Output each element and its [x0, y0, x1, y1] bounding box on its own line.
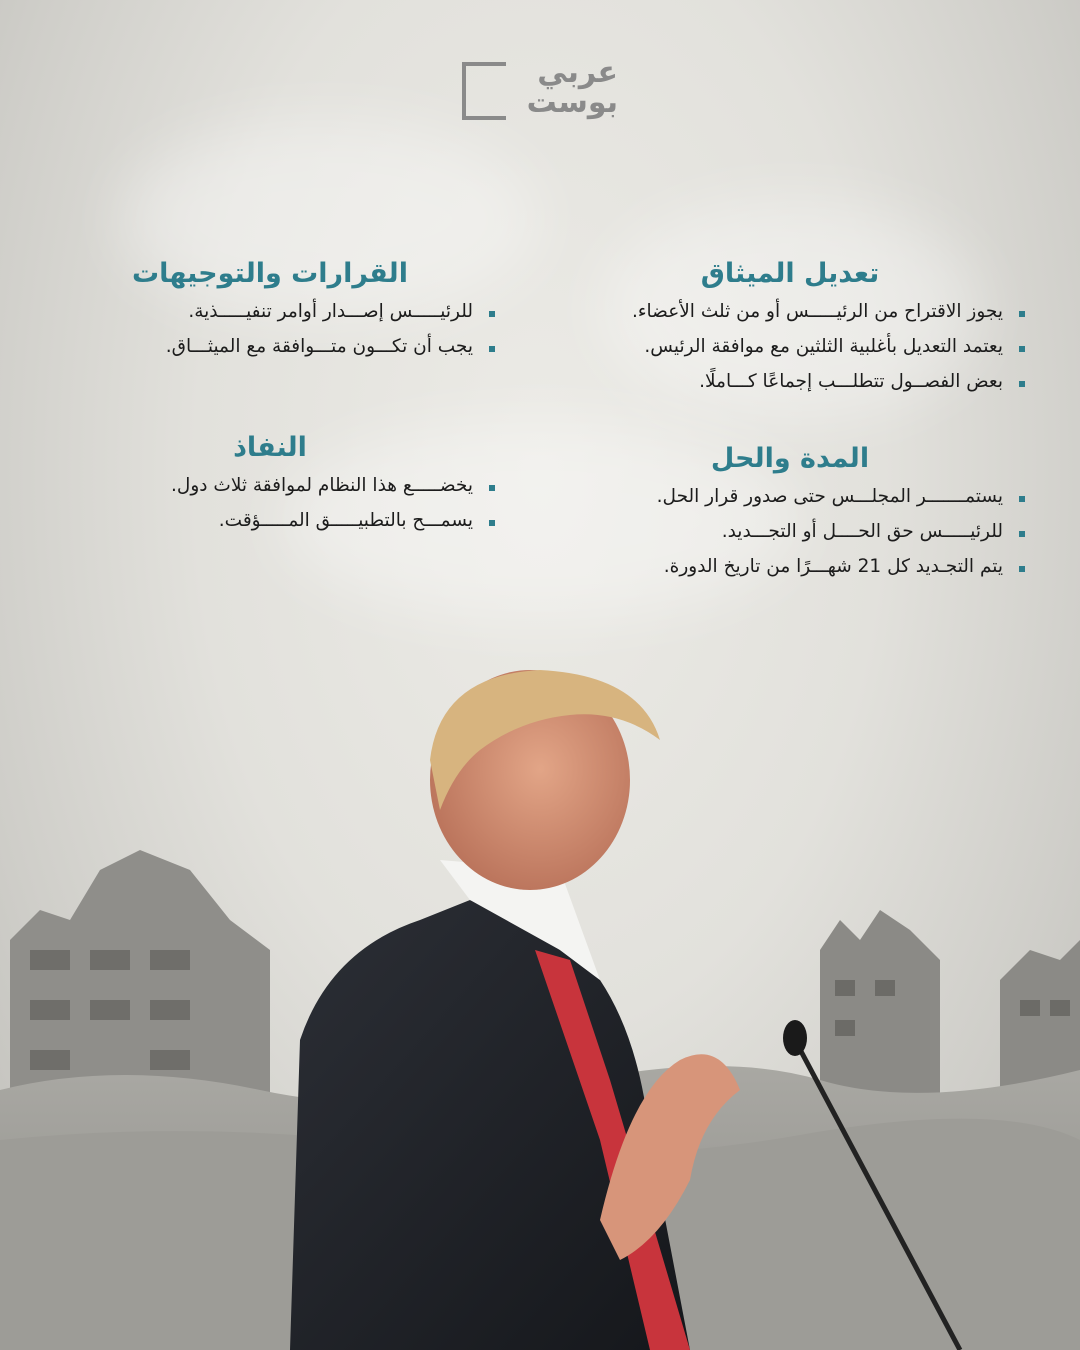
section-title: تعديل الميثاق — [700, 258, 880, 289]
list-item — [555, 336, 1025, 357]
item-text: يعتمد التعديل بأغلبية الثلثين مع موافقة الرئيس. — [644, 336, 1003, 357]
section-charter-amendment — [555, 258, 1025, 406]
list-item — [555, 486, 1025, 507]
square-bullet-icon — [489, 485, 495, 491]
item-text: يسمـــح بالتطبيـــــق المـــــؤقت. — [218, 510, 473, 531]
item-text: يجوز الاقتراح من الرئيـــــس أو من ثلث الأعضاء. — [631, 301, 1003, 322]
item-list — [555, 486, 1025, 577]
list-item — [45, 510, 495, 531]
item-list — [555, 301, 1025, 392]
item-text: يستمـــــــر المجلـــس حتى صدور قرار الحل. — [656, 486, 1003, 507]
item-text: للرئيـــــس حق الحــــل أو التجـــديد. — [721, 521, 1003, 542]
item-text: بعض الفصــول تتطلـــب إجماعًا كـــاملًا. — [699, 371, 1003, 392]
square-bullet-icon — [489, 346, 495, 352]
square-bullet-icon — [489, 520, 495, 526]
square-bullet-icon — [1019, 346, 1025, 352]
item-list — [45, 475, 495, 531]
square-bullet-icon — [1019, 311, 1025, 317]
square-bullet-icon — [1019, 531, 1025, 537]
section-title: القرارات والتوجيهات — [132, 258, 408, 289]
square-bullet-icon — [1019, 381, 1025, 387]
section-decisions-directives — [45, 258, 495, 371]
item-list — [45, 301, 495, 357]
list-item — [45, 301, 495, 322]
list-item — [45, 336, 495, 357]
list-item — [555, 521, 1025, 542]
list-item — [45, 475, 495, 496]
arabi-post-logo — [462, 55, 618, 120]
list-item — [555, 556, 1025, 577]
scene-illustration — [0, 620, 1080, 1350]
square-bullet-icon — [489, 311, 495, 317]
list-item — [555, 301, 1025, 322]
section-enforcement — [45, 432, 495, 545]
logo-text: عربي بوست — [526, 55, 618, 120]
list-item — [555, 371, 1025, 392]
item-text: يجب أن تكـــون متـــوافقة مع الميثـــاق. — [165, 336, 473, 357]
section-duration-dissolution — [555, 443, 1025, 591]
item-text: يخضـــــع هذا النظام لموافقة ثلاث دول. — [171, 475, 473, 496]
item-text: يتم التجـديد كل 21 شهـــرًا من تاريخ الدورة. — [663, 556, 1003, 577]
square-bullet-icon — [1019, 496, 1025, 502]
section-title: المدة والحل — [710, 443, 870, 474]
item-text: للرئيـــــس إصـــدار أوامر تنفيـــــذية. — [188, 301, 473, 322]
section-title: النفاذ — [233, 432, 307, 463]
square-bullet-icon — [1019, 566, 1025, 572]
